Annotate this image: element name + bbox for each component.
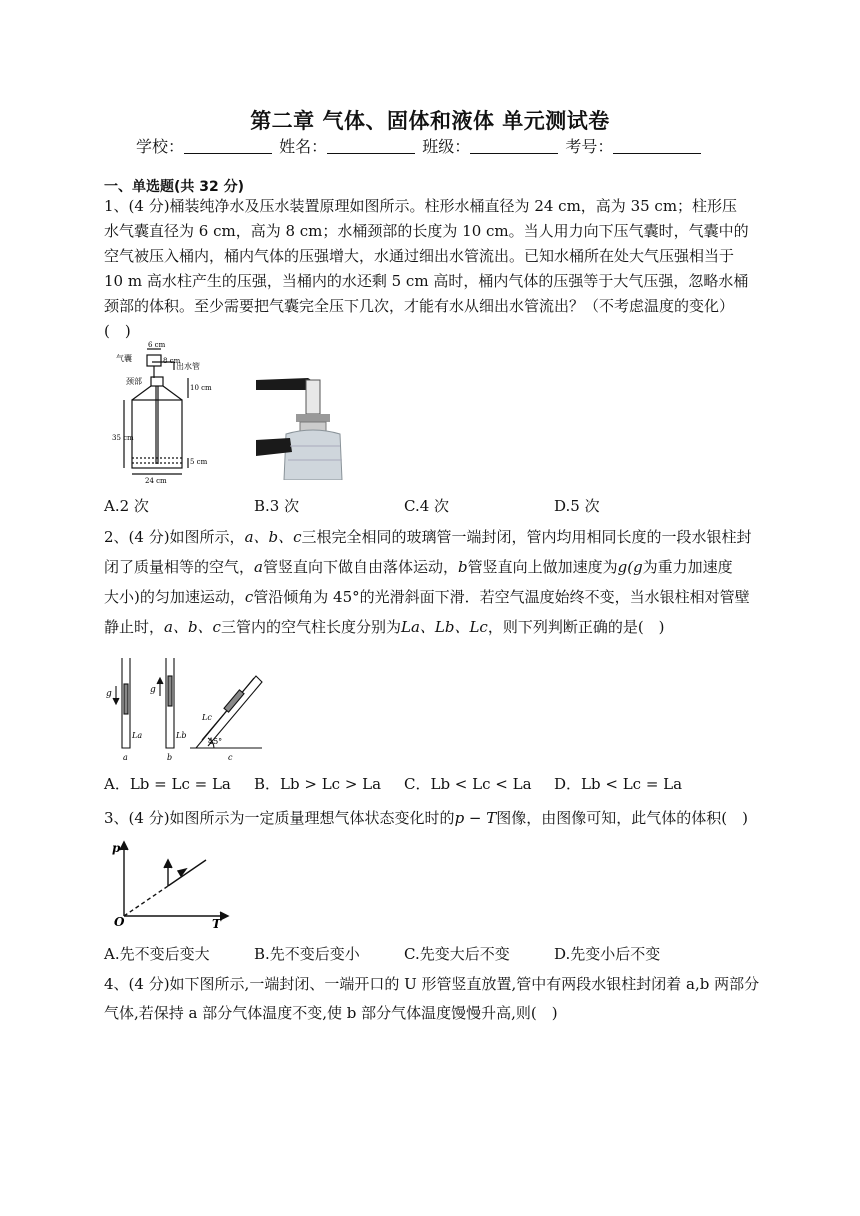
q2-vars: a、b、c bbox=[164, 618, 221, 636]
name-label: 姓名： bbox=[279, 137, 328, 156]
q2-text: 为重力加速度 bbox=[642, 558, 733, 576]
q2-tubes-figure bbox=[104, 652, 264, 764]
q2-text: 静止时， bbox=[104, 618, 165, 636]
q1-fig-label-24cm: 24 cm bbox=[145, 477, 167, 484]
q2-text: 三根完全相同的玻璃管一端封闭，管内均用相同长度的一段水银柱封 bbox=[301, 528, 752, 546]
q2-text: 管竖直向上做加速度为 bbox=[467, 558, 618, 576]
q3-text-b: 图像，由图像可知，此气体的体积( ) bbox=[496, 809, 748, 827]
q4-line-1: 4、(4 分)如下图所示,一端封闭、一端开口的 U 形管竖直放置,管中有两段水银柱封闭着 a,b 两部分 bbox=[104, 975, 760, 993]
q3-option-d[interactable]: D.先变小后不变 bbox=[554, 945, 661, 963]
q2-var: c bbox=[244, 588, 254, 606]
q1-fig-label-outlet: 出水管 bbox=[176, 362, 200, 371]
q2-fig-g-b: g bbox=[150, 685, 156, 695]
q1-fig-label-6cm: 6 cm bbox=[148, 341, 166, 349]
q2-option-d[interactable]: D．Lb < Lc = La bbox=[554, 775, 683, 793]
id-blank bbox=[613, 139, 701, 154]
q2-line-4 bbox=[104, 616, 665, 637]
school-label: 学校： bbox=[136, 137, 185, 156]
q2-fig-angle: 45° bbox=[208, 737, 223, 746]
q3-fig-p: p bbox=[112, 841, 121, 855]
q3-text bbox=[104, 807, 748, 828]
q1-fig-label-airbag: 气囊 bbox=[116, 354, 132, 363]
q2-text: 闭了质量相等的空气， bbox=[104, 558, 255, 576]
id-label: 考号： bbox=[565, 137, 614, 156]
q1-bucket-figure bbox=[112, 340, 224, 484]
q2-text: 管竖直向下做自由落体运动， bbox=[262, 558, 458, 576]
name-blank bbox=[327, 139, 415, 154]
q2-text: ，则下列判断正确的是( ) bbox=[487, 618, 665, 636]
q1-fig-label-8cm: 8 cm bbox=[163, 357, 181, 365]
section-title: 一、单选题(共 32 分) bbox=[104, 179, 245, 195]
q3-option-c[interactable]: C.先变大后不变 bbox=[404, 945, 510, 963]
q3-pt-graph bbox=[108, 838, 232, 928]
q2-fig-la: La bbox=[132, 731, 143, 740]
q1-photo bbox=[256, 376, 376, 480]
q2-text: 2、(4 分)如图所示， bbox=[104, 528, 245, 546]
q2-line-2 bbox=[104, 556, 733, 577]
page-title: 第二章 气体、固体和液体 单元测试卷 bbox=[250, 109, 610, 133]
q1-option-a[interactable]: A.2 次 bbox=[104, 497, 149, 515]
q2-line-3 bbox=[104, 586, 750, 607]
q2-fig-lc: Lc bbox=[202, 713, 212, 722]
q2-var: g(g bbox=[617, 558, 643, 576]
q2-fig-b: b bbox=[167, 753, 173, 762]
q1-fig-label-neck: 颈部 bbox=[126, 377, 142, 386]
q1-fig-label-35cm: 35 cm bbox=[112, 434, 134, 442]
student-info-line bbox=[136, 134, 703, 157]
q2-fig-c: c bbox=[228, 753, 233, 762]
q3-option-b[interactable]: B.先不变后变小 bbox=[254, 945, 360, 963]
q4-line-2: 气体,若保持 a 部分气体温度不变,使 b 部分气体温度馒慢升高,则( ) bbox=[104, 1004, 558, 1022]
q1-option-c[interactable]: C.4 次 bbox=[404, 497, 450, 515]
q2-var: b bbox=[457, 558, 468, 576]
q3-text-a: 3、(4 分)如图所示为一定质量理想气体状态变化时的 bbox=[104, 809, 455, 827]
q3-var: p − T bbox=[454, 809, 497, 827]
q2-line-1 bbox=[104, 526, 752, 547]
class-blank bbox=[470, 139, 558, 154]
q2-fig-a: a bbox=[123, 753, 128, 762]
q2-text: 三管内的空气柱长度分别为 bbox=[220, 618, 401, 636]
q3-fig-o: O bbox=[114, 915, 125, 928]
q2-fig-g-a: g bbox=[106, 689, 112, 699]
question-1-text: 1、(4 分)桶装纯净水及压水装置原理如图所示。柱形水桶直径为 24 cm，高为 35 cm；柱形压水气囊直径为 6 cm，高为 8 cm；水桶颈部的长度为 10 cm。当人用力向下压气囊时，气囊中的空气被压入桶内，桶内气体的压强增大，水通过细出水管流出。已知水桶所在处大气压强相当于 10 m 高水柱产生的压强，当桶内的水还剩 5 cm 高时，桶内气体的压强等于大气压强，忽略水桶颈部的体积。至少需要把气囊完全压下几次，才能有水从细出水管流出？（不考虑温度的变化）( ) bbox=[104, 197, 749, 340]
q3-fig-t: T bbox=[212, 917, 221, 928]
q2-option-b[interactable]: B．Lb > Lc > La bbox=[254, 775, 382, 793]
q2-option-c[interactable]: C．Lb < Lc < La bbox=[404, 775, 532, 793]
q1-fig-label-5cm: 5 cm bbox=[190, 458, 208, 466]
q1-option-d[interactable]: D.5 次 bbox=[554, 497, 600, 515]
q2-var: a bbox=[254, 558, 263, 576]
class-label: 班级： bbox=[422, 137, 471, 156]
q1-option-b[interactable]: B.3 次 bbox=[254, 497, 300, 515]
q2-fig-lb: Lb bbox=[176, 731, 187, 740]
school-blank bbox=[184, 139, 272, 154]
q2-text: 大小)的匀加速运动， bbox=[104, 588, 245, 606]
q2-text: 管沿倾角为 45°的光滑斜面下滑．若空气温度始终不变，当水银柱相对管壁 bbox=[253, 588, 750, 606]
q3-option-a[interactable]: A.先不变后变大 bbox=[104, 945, 210, 963]
q2-vars: a、b、c bbox=[244, 528, 302, 546]
q2-option-a[interactable]: A．Lb = Lc = La bbox=[104, 775, 231, 793]
q2-lengths: La、Lb、Lc bbox=[400, 618, 488, 636]
q1-fig-label-10cm: 10 cm bbox=[190, 384, 212, 392]
